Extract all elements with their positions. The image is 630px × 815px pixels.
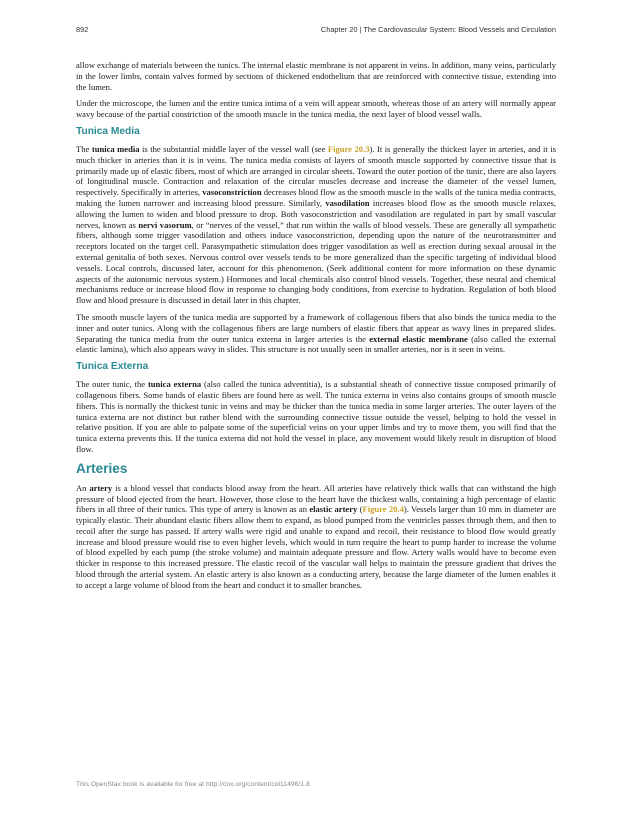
- text-run: (also called the external elastic lamina), which also appears wavy in slides. This structure is not usually seen in smaller arteries, nor is it seen in veins.: [76, 333, 557, 355]
- term-tunica-externa: tunica externa: [147, 379, 202, 390]
- text-run: is the substantial middle layer of the vessel wall (see: [139, 143, 328, 154]
- chapter-title: Chapter 20 | The Cardiovascular System: Blood Vessels and Circulation: [320, 25, 556, 34]
- page-footer: This OpenStax book is available for free at http://cnx.org/content/col11496/1.8: [76, 781, 310, 788]
- text-run: (: [357, 504, 363, 515]
- text-run: decreases blood flow as the smooth muscle in the walls of the tunica media contracts, making the lumen narrower and increasing blood pressure. Similarly,: [76, 187, 557, 208]
- figure-link-20-4[interactable]: Figure 20.4: [362, 504, 404, 515]
- heading-tunica-externa: Tunica Externa: [76, 361, 149, 373]
- paragraph-microscope: Under the microscope, the lumen and the entire tunica intima of a vein will appear smooth, whereas those of an artery will normally appear wavy because of the partial constriction of the smooth muscle in the tunica media, the next layer of blood vessel walls.: [76, 98, 556, 120]
- main-content: [76, 60, 556, 597]
- heading-tunica-media: Tunica Media: [76, 125, 140, 137]
- text-run: An: [76, 482, 90, 493]
- term-external-elastic-membrane: external elastic membrane: [369, 333, 468, 344]
- term-elastic-artery: elastic artery: [309, 504, 358, 515]
- figure-link-20-3[interactable]: Figure 20.3: [327, 143, 370, 154]
- paragraph-valves: allow exchange of materials between the tunics. The internal elastic membrane is not apparent in veins. In addition, many veins, particularly in the lower limbs, contain valves formed by sections of thickened endothelium that are reinforced with connective tissue, extending into the lumen.: [76, 60, 556, 92]
- paragraph-tunica-media-2: [76, 312, 556, 355]
- paragraph-tunica-externa: [76, 379, 556, 455]
- text-run: ). Vessels larger than 10 mm in diameter are typically elastic. Their abundant elastic fibers allow them to expand, as blood pumped from the ventricles passes through them, and then to recoil after the surge has passed. If artery walls were rigid and unable to expand and recoil, their resistance to blood flow would greatly increase and blood pressure would rise to even higher levels, which would in turn require the heart to pump harder to increase the volume of blood expelled by each pump (the stroke volume) and maintain adequate pressure and flow. Artery walls would have to become even thicker in response to this increased pressure. The elastic recoil of the vascular wall helps to maintain the pressure gradient that drives the blood through the arterial system. An elastic artery is also known as a conducting artery, because the large diameter of the lumen enables it to accept a large volume of blood from the heart and conduct it to smaller branches.: [76, 504, 557, 590]
- page-number: 892: [76, 25, 89, 34]
- text-run: is a blood vessel that conducts blood away from the heart. All arteries have relatively thick walls that can withstand the high pressure of blood ejected from the heart. However, those close to the heart have the thickest walls, containing a high percentage of elastic fibers in all three of their tunics. This type of artery is known as an: [76, 482, 556, 515]
- text-run: increases blood flow as the smooth muscle relaxes, allowing the lumen to widen and blood pressure to drop. Both vasoconstriction and vasodilation are regulated in part by small vascular nerves, known as: [76, 197, 556, 230]
- term-vasodilation: vasodilation: [325, 197, 370, 208]
- text-run: , or “nerves of the vessel,” that run within the walls of blood vessels. These are generally all sympathetic fibers, although some trigger vasodilation and others induce vasoconstriction, depending upon the nature of the neurotransmitter and receptors located on the target cell. Parasympathetic stimulation does trigger vasodilation as well as erection during sexual arousal in the external genitalia of both sexes. Nervous control over vessels tends to be more generalized than the specific targeting of individual blood vessels. Local controls, discussed later, account for this phenomenon. (Seek additional content for more information on these dynamic aspects of the autonomic nervous system.) Hormones and local chemicals also control blood vessels. Together, these neural and chemical mechanisms reduce or increase blood flow in response to changing body conditions, from exercise to hydration. Regulation of both blood flow and blood pressure is discussed in detail later in this chapter.: [76, 219, 556, 306]
- term-nervi-vasorum: nervi vasorum: [138, 219, 192, 230]
- paragraph-arteries: [76, 483, 556, 591]
- paragraph-tunica-media-1: [76, 144, 556, 306]
- term-tunica-media: tunica media: [91, 143, 140, 154]
- page-header: [76, 25, 556, 34]
- heading-arteries: Arteries: [76, 460, 128, 476]
- text-run: The: [76, 143, 92, 154]
- text-run: ). It is generally the thickest layer in arteries, and it is much thicker in arteries than it is in veins. The tunica media consists of layers of smooth muscle supported by connective tissue that is primarily made up of elastic fibers, most of which are arranged in circular sheets. Toward the outer portion of the tunic, there are also layers of longitudinal muscle. Contraction and relaxation of the circular muscles decrease and increase the diameter of the vessel lumen, respectively. Specifically in arteries,: [76, 143, 556, 198]
- text-run: The smooth muscle layers of the tunica media are supported by a framework of collagenous fibers that also binds the tunica media to the inner and outer tunics. Along with the collagenous fibers are large numbers of elastic fibers that appear as wavy lines in prepared slides. Separating the tunica media from the outer tunica externa in larger arteries is the: [76, 311, 556, 344]
- term-artery: artery: [89, 482, 113, 493]
- term-vasoconstriction: vasoconstriction: [202, 187, 262, 198]
- text-run: (also called the tunica adventitia), is a substantial sheath of connective tissue composed primarily of collagenous fibers. Some bands of elastic fibers are found here as well. The tunica externa in veins also contains groups of smooth muscle fibers. This is normally the thickest tunic in veins and may be thicker than the tunica media in some larger arteries. The outer layers of the tunica externa are not distinct but rather blend with the surrounding connective tissue outside the vessel, helping to hold the vessel in relative position. If you are able to palpate some of the superficial veins on your upper limbs and try to move them, you will find that the tunica externa prevents this. If the tunica externa did not hold the vessel in place, any movement would likely result in disruption of blood flow.: [76, 379, 556, 454]
- text-run: The outer tunic, the: [76, 379, 148, 390]
